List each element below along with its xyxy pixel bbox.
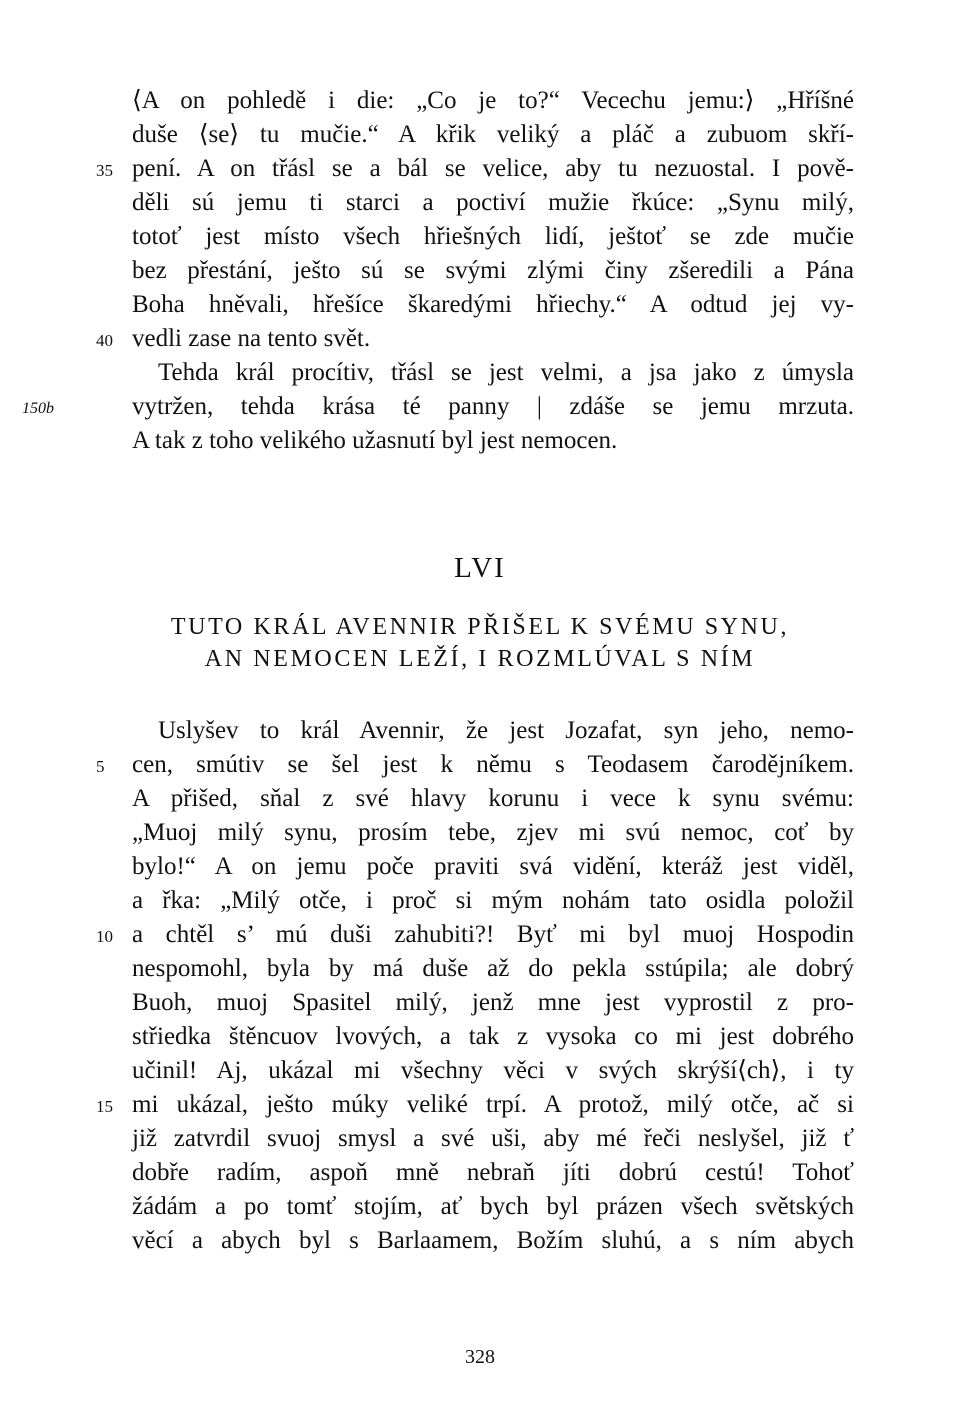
text-line: ⟨A on pohledě i die: „Co je to?“ Vecechu jemu:⟩ „Hříšné	[132, 87, 854, 114]
text-line: dobře radím, aspoň mně nebraň jíti dobrú cestú! Tohoť	[132, 1159, 854, 1186]
text-line: duše ⟨se⟩ tu mučie.“ A křik veliký a pláč a zubuom skří-	[132, 121, 854, 148]
line-number: 15	[96, 1097, 113, 1116]
line-number: 10	[96, 927, 113, 946]
text-line: již zatvrdil svuoj smysl a své uši, aby mé řeči neslyšel, již ť	[132, 1125, 854, 1152]
text-line: Buoh, muoj Spasitel milý, jenž mne jest vyprostil z pro-	[132, 989, 854, 1016]
text-line: bylo!“ A on jemu poče praviti svá vidění, kteráž jest viděl,	[132, 853, 854, 880]
text-line: a chtěl s’ mú duši zahubiti?! Byť mi byl muoj Hospodin	[132, 921, 854, 948]
text-line: A přišed, sňal z své hlavy korunu i vece k synu svému:	[132, 785, 854, 812]
line-number: 40	[96, 331, 113, 350]
text-line: učinil! Aj, ukázal mi všechny věci v svých skrýší⟨ch⟩, i ty	[132, 1057, 854, 1084]
text-line: A tak z toho velikého užasnutí byl jest nemocen.	[132, 427, 618, 454]
text-line: vedli zase na tento svět.	[132, 325, 371, 352]
chapter-title-line: AN NEMOCEN LEŽÍ, I ROZMLÚVAL S NÍM	[204, 646, 756, 672]
text-line: „Muoj milý synu, prosím tebe, zjev mi svú nemoc, coť by	[132, 819, 854, 846]
text-line: nespomohl, byla by má duše až do pekla sstúpila; ale dobrý	[132, 955, 854, 982]
line-number: 35	[96, 161, 113, 180]
text-line: bez přestání, ješto sú se svými zlými činy zšeredili a Pána	[132, 257, 854, 284]
folio-margin-note: 150b	[22, 400, 54, 417]
text-line: pení. A on třásl se a bál se velice, aby tu nezuostal. I pově-	[132, 155, 854, 182]
text-line: Boha hněvali, hřešíce škaredými hřiechy.“ A odtud jej vy-	[132, 291, 854, 318]
text-line: střiedka štěncuov lvových, a tak z vysoka co mi jest dobrého	[132, 1023, 854, 1050]
text-line: Uslyšev to král Avennir, že jest Jozafat, syn jeho, nemo-	[158, 717, 854, 744]
chapter-number: LVI	[454, 552, 506, 584]
text-line: mi ukázal, ješto múky veliké trpí. A protož, milý otče, ač si	[132, 1091, 854, 1118]
text-line: žádám a po tomť stojím, ať bych byl prázen všech světských	[132, 1193, 854, 1220]
text-line: věcí a abych byl s Barlaamem, Božím sluhú, a s ním abych	[132, 1227, 854, 1254]
chapter-title-line: TUTO KRÁL AVENNIR PŘIŠEL K SVÉMU SYNU,	[170, 614, 790, 640]
text-line: a řka: „Milý otče, i proč si mým nohám tato osidla položil	[132, 887, 854, 914]
text-line: cen, smútiv se šel jest k němu s Teodasem čarodějníkem.	[132, 751, 854, 778]
text-line: vytržen, tehda krása té panny | zdáše se jemu mrzuta.	[132, 393, 854, 420]
line-number: 5	[96, 757, 105, 776]
text-line: děli sú jemu ti starci a poctiví mužie řkúce: „Synu milý,	[132, 189, 854, 216]
text-line: totoť jest místo všech hřiešných lidí, ještoť se zde mučie	[132, 223, 854, 250]
text-line: Tehda král procítiv, třásl se jest velmi, a jsa jako z úmysla	[158, 359, 854, 386]
page-number: 328	[465, 1346, 495, 1368]
